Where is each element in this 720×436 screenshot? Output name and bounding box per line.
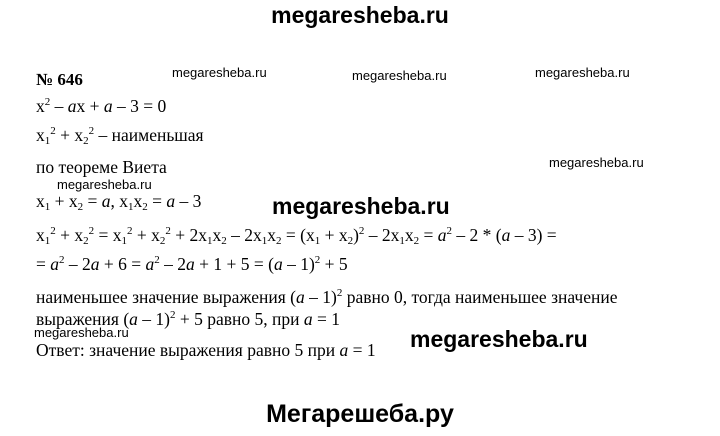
min-label: – наименьшая — [94, 125, 204, 145]
theorem-line: по теореме Виета — [36, 157, 167, 177]
equation-line: $x^2$ – ax + a – 3 = 0 — [36, 96, 167, 116]
task-number: № 646 — [36, 70, 83, 89]
conclusion-line-1: наименьшее значение выражения (a – 1)$^2$ равно 0, тогда наименьшее значение — [36, 287, 618, 307]
watermark: megaresheba.ru — [535, 65, 630, 80]
vieta-line: $x_1 + x_2 = a$, $x_1x_2 = a - 3$ — [36, 191, 202, 213]
watermark: megaresheba.ru — [172, 65, 267, 80]
condition-line: $x_1^2 + x_2^2$ – наименьшая — [36, 125, 204, 147]
watermark: megaresheba.ru — [549, 155, 644, 170]
watermark: megaresheba.ru — [352, 68, 447, 83]
answer-line: Ответ: значение выражения равно 5 при a = 1 — [36, 340, 376, 360]
watermark: megaresheba.ru — [34, 325, 129, 340]
watermark-bottom: Мегарешеба.ру — [266, 400, 454, 428]
conclusion-line-2: выражения (a – 1)$^2$ + 5 равно 5, при a = 1 — [36, 309, 340, 329]
derivation-line-2: = $a^2 - 2a + 6 = a^2 - 2a + 1 + 5 = (a - 1)^2 + 5$ — [36, 254, 348, 274]
derivation-line-1: $x_1^2 + x_2^2 = x_1^2 + x_2^2 + 2x_1x_2 - 2x_1x_2 = (x_1 + x_2)^2 - 2x_1x_2 = a^2 - 2 * (a - 3)$ = — [36, 225, 557, 247]
watermark: megaresheba.ru — [57, 177, 152, 192]
watermark-top: megaresheba.ru — [271, 2, 449, 28]
watermark-bold: megaresheba.ru — [410, 326, 588, 352]
watermark-bold: megaresheba.ru — [272, 193, 450, 219]
